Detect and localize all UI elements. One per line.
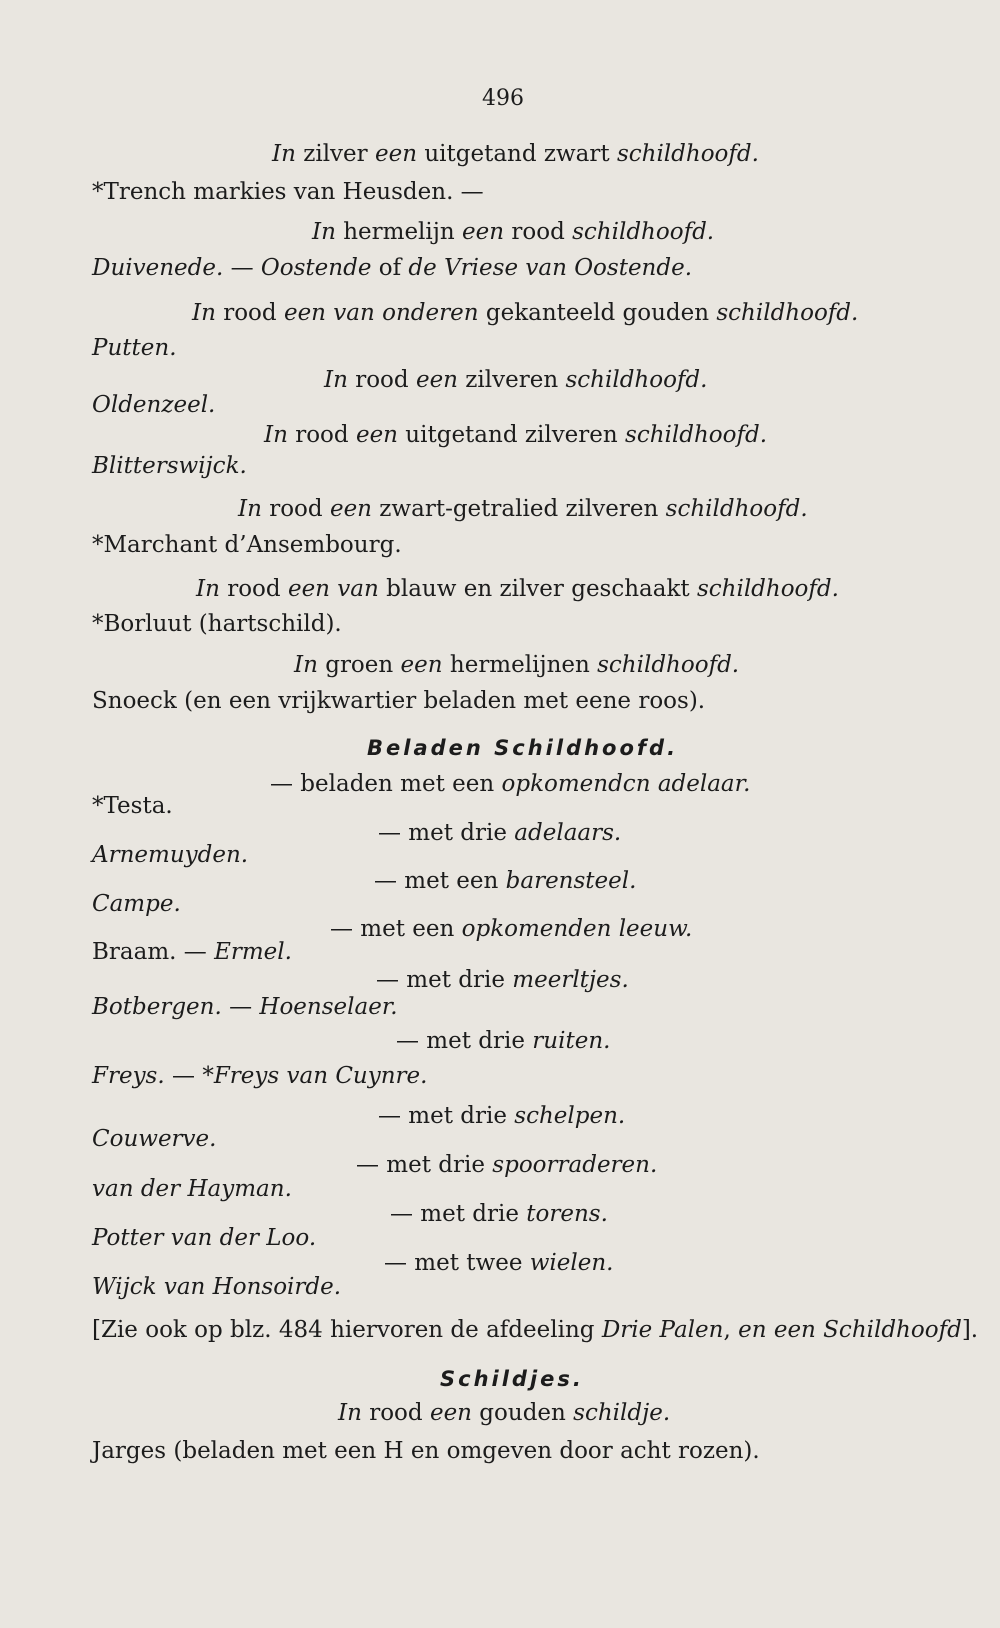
text-line [92,992,398,1022]
italic-text: In [264,422,288,448]
text-line [92,1315,978,1345]
text-line [92,609,342,639]
italic-text: schildhoofd. [565,367,708,393]
roman-text: — met een [330,916,462,942]
text-line [92,1223,316,1253]
roman-text: rood [219,576,288,602]
roman-text: — met drie [396,1028,533,1054]
roman-text: — met drie [356,1152,493,1178]
roman-text: [Zie ook op blz. 484 hiervoren de afdeeling [92,1317,602,1343]
roman-text: Snoeck (en een vrijkwartier beladen met eene roos). [92,688,706,714]
roman-text: rood [215,300,284,326]
italic-text: van der Hayman. [92,1176,292,1202]
roman-text: Braam. — [92,939,215,965]
text-line [92,1174,292,1204]
text-line [92,937,292,967]
roman-text: groen [317,652,401,678]
text-line [238,494,808,524]
italic-text: Oostende [260,255,372,281]
italic-text: Oldenzeel. [92,392,216,418]
roman-text: rood [361,1400,430,1426]
text-line [92,253,692,283]
italic-text: Drie Palen [601,1317,724,1343]
roman-text: zwart-getralied zilveren [372,496,666,522]
text-line [324,365,707,395]
roman-text: — met drie [390,1201,527,1227]
text-line [396,1026,610,1056]
roman-text: — met drie [376,967,513,993]
italic-text: een van onderen [283,300,479,326]
text-line [384,1248,614,1278]
text-line [92,889,181,919]
roman-text: — beladen met een [270,771,502,797]
italic-text: In [294,652,318,678]
italic-text: In [324,367,348,393]
text-line [390,1199,608,1229]
roman-text: — met twee [384,1250,530,1276]
text-line [272,139,759,169]
italic-text: In [196,576,220,602]
italic-text: barensteel. [505,868,637,894]
italic-text: Campe. [92,891,181,917]
roman-text: hermelijnen [442,652,598,678]
italic-text: Potter van der Loo. [92,1225,317,1251]
roman-text: uitgetand zilveren [398,422,626,448]
roman-text: — met drie [378,1103,515,1129]
italic-text: de Vriese van Oostende. [408,255,693,281]
roman-text: hermelijn [335,219,463,245]
italic-text: torens. [526,1201,608,1227]
roman-text: , [723,1317,739,1343]
italic-text: een [415,367,458,393]
italic-text: In [338,1400,362,1426]
italic-text: Freys. [92,1063,165,1089]
roman-text: zilver [295,141,375,167]
text-line [330,914,692,944]
section-heading [367,733,678,763]
roman-text: — met drie [378,820,515,846]
text-line [192,298,858,328]
text-line [196,574,839,604]
page-number: 496 [482,86,524,111]
italic-text: wielen. [529,1250,614,1276]
italic-text: schildhoofd. [625,422,768,448]
text-line [92,390,215,420]
italic-text: een [400,652,443,678]
italic-text: een [429,1400,472,1426]
roman-text: gekanteeld gouden [478,300,717,326]
roman-text: zilveren [458,367,566,393]
text-line [378,818,621,848]
roman-text: — met een [374,868,506,894]
roman-text: *Trench markies van Heusden. — [92,179,484,205]
text-line [270,769,750,799]
text-line [374,866,636,896]
italic-text: en een Schildhoofd [738,1317,962,1343]
section-heading [440,1364,584,1394]
italic-text: schelpen. [514,1103,626,1129]
text-line [92,451,247,481]
italic-text: opkomendcn adelaar. [501,771,751,797]
italic-text: schildhoofd. [696,576,839,602]
text-line [92,530,402,560]
italic-text: adelaars. [514,820,622,846]
text-line [312,217,714,247]
italic-text: een [462,219,505,245]
text-line [92,333,177,363]
italic-text: Blitterswijck. [92,453,247,479]
italic-text: Putten. [92,335,177,361]
roman-text: rood [504,219,573,245]
roman-text: gouden [472,1400,574,1426]
italic-text: spoorraderen. [492,1152,658,1178]
text-line [92,840,248,870]
italic-text: opkomenden leeuw. [461,916,693,942]
text-line [92,1061,427,1091]
italic-text: Botbergen. [92,994,222,1020]
italic-text: schildhoofd. [716,300,859,326]
text-line [378,1101,625,1131]
roman-text: *Marchant d’Ansembourg. [92,532,402,558]
italic-text: een [374,141,418,167]
text-line [92,177,484,207]
text-line [92,1436,760,1466]
italic-text: schildhoofd. [616,141,759,167]
italic-text: In [272,141,296,167]
text-line [264,420,767,450]
roman-text: of [371,255,409,281]
italic-text: meerltjes. [512,967,629,993]
italic-text: Duivenede. [92,255,224,281]
italic-text: een [355,422,398,448]
roman-text: ]. [961,1317,979,1343]
roman-text: *Borluut (hartschild). [92,611,342,637]
text-line [92,1124,216,1154]
text-line [356,1150,657,1180]
italic-text: In [192,300,216,326]
italic-text: In [238,496,262,522]
italic-text: een [329,496,372,522]
roman-text: Schildjes. [440,1367,584,1391]
italic-text: Wijck van Honsoirde. [92,1274,342,1300]
italic-text: een van [287,576,379,602]
italic-text: In [312,219,336,245]
roman-text: rood [287,422,356,448]
roman-text: Beladen Schildhoofd. [367,736,679,760]
text-line [92,686,705,716]
roman-text: uitgetand zwart [417,141,617,167]
text-line [92,791,173,821]
italic-text: Couwerve. [92,1126,217,1152]
italic-text: schildhoofd. [572,219,715,245]
italic-text: Arnemuyden. [92,842,249,868]
roman-text: rood [347,367,416,393]
text-line [376,965,629,995]
roman-text: *Testa. [92,793,173,819]
italic-text: Hoenselaer. [259,994,398,1020]
italic-text: schildhoofd. [665,496,808,522]
text-line [338,1398,670,1428]
roman-text: — [164,1063,203,1089]
italic-text: *Freys van Cuynre. [202,1063,428,1089]
italic-text: Ermel. [214,939,292,965]
italic-text: ruiten. [532,1028,611,1054]
roman-text: blauw en zilver geschaakt [378,576,697,602]
italic-text: schildhoofd. [597,652,740,678]
roman-text: — [223,255,261,281]
text-line [92,1272,341,1302]
roman-text: — [221,994,260,1020]
text-line [294,650,739,680]
roman-text: Jarges (beladen met een H en omgeven door acht rozen). [92,1438,760,1464]
roman-text: rood [261,496,330,522]
italic-text: schildje. [573,1400,671,1426]
